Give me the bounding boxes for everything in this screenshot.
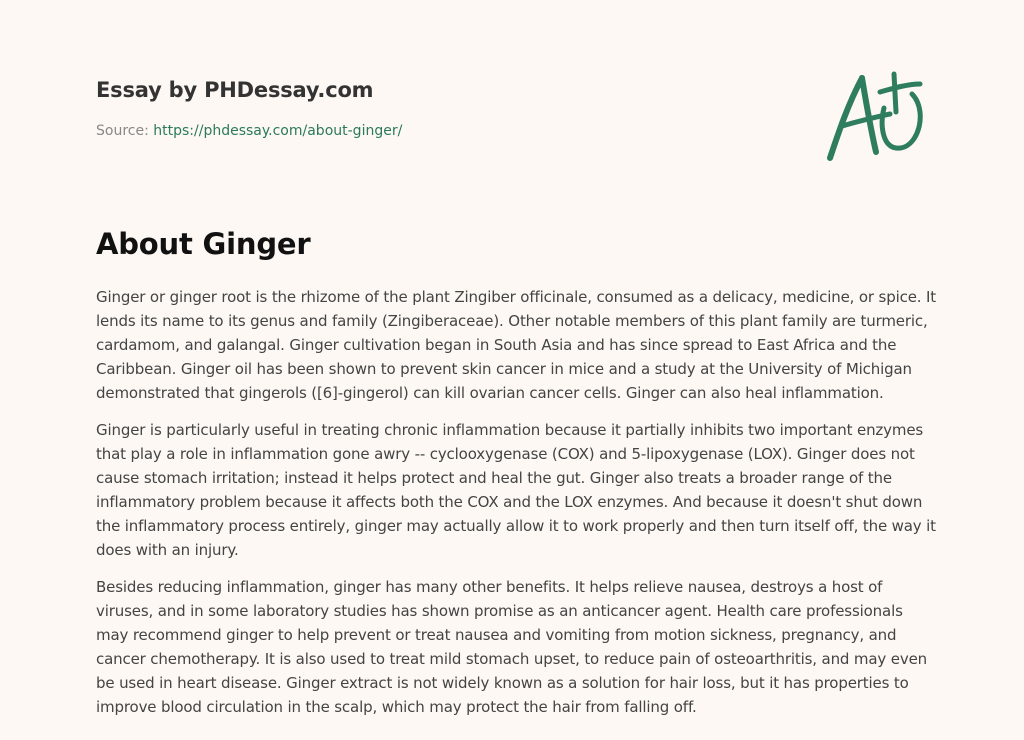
article-title: About Ginger	[96, 227, 311, 261]
essay-header	[96, 76, 796, 141]
article-paragraph: Besides reducing inflammation, ginger has many other benefits. It helps relieve nausea, destroys a host of viruses, and in some laboratory studies has shown promise as an anticancer agent. Health care professionals may recommend ginger to help prevent or treat nausea and vomiting from motion sickness, pregnancy, and cancer chemotherapy. It is also used to treat mild stomach upset, to reduce pain of osteoarthritis, and may even be used in heart disease. Ginger extract is not widely known as a solution for hair loss, but it has properties to improve blood circulation in the scalp, which may protect the hair from falling off.	[96, 578, 928, 716]
source-link[interactable]: https://phdessay.com/about-ginger/	[153, 123, 403, 139]
a-plus-logo-icon	[824, 68, 928, 164]
article-paragraph: Ginger or ginger root is the rhizome of the plant Zingiber officinale, consumed as a delicacy, medicine, or spice. It lends its name to its genus and family (Zingiberaceae). Other notable members of this plant family are turmeric, cardamom, and galangal. Ginger cultivation began in South Asia and has since spread to East Africa and the Caribbean. Ginger oil has been shown to prevent skin cancer in mice and a study at the University of Michigan demonstrated that gingerols ([6]-gingerol) can kill ovarian cancer cells. Ginger can also heal inflammation.	[96, 288, 937, 402]
source-line	[96, 121, 796, 141]
site-brand: Essay by PHDessay.com	[96, 78, 374, 102]
source-label: Source:	[96, 123, 154, 139]
article-paragraph: Ginger is particularly useful in treating chronic inflammation because it partially inhibits two important enzymes that play a role in inflammation gone awry -- cyclooxygenase (COX) and 5-lipoxygenase (LOX). Ginger does not cause stomach irritation; instead it helps protect and heal the gut. Ginger also treats a broader range of the inflammatory problem because it affects both the COX and the LOX enzymes. And because it doesn't shut down the inflammatory process entirely, ginger may actually allow it to work properly and then turn itself off, the way it does with an injury.	[96, 421, 936, 559]
article-body	[96, 285, 936, 732]
